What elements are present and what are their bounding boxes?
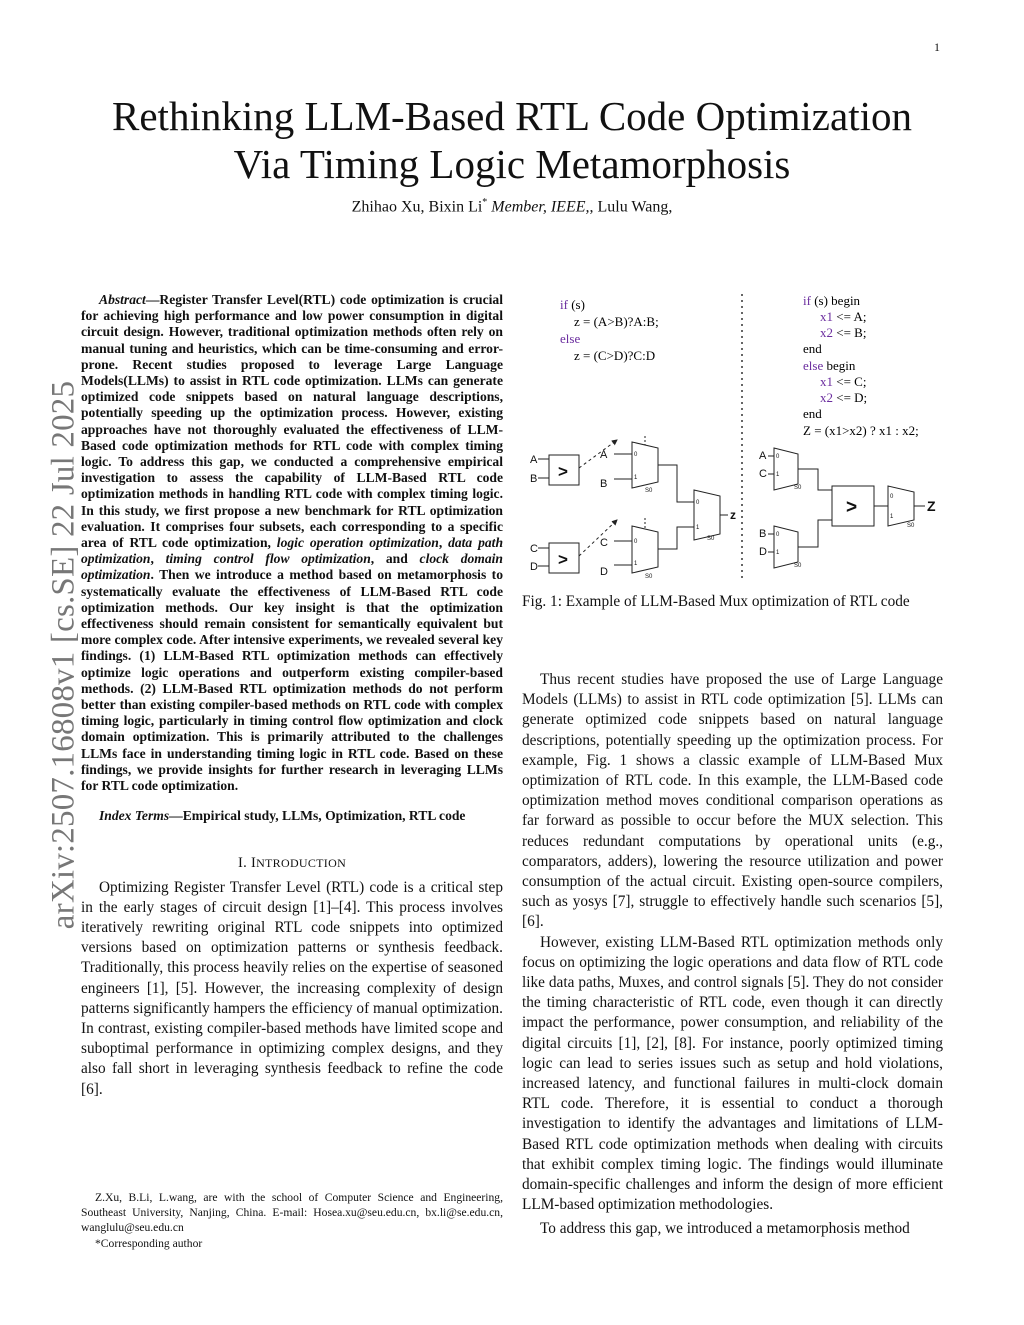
abstract-dash: —: [145, 292, 160, 307]
code-line: z = (A>B)?A:B;: [574, 314, 659, 329]
code-line: [560, 297, 585, 312]
code-before: [560, 297, 659, 363]
figure-caption: Fig. 1: Example of LLM-Based Mux optimization of RTL code: [522, 593, 910, 610]
author-names: Zhihao Xu, Bixin Li: [351, 198, 483, 216]
abstract-sep-3: , and: [370, 551, 420, 567]
code-line: end: [803, 341, 822, 356]
footnote-corresponding: *Corresponding author: [95, 1236, 203, 1250]
mux-input-label: B: [600, 478, 608, 490]
input-label-a: A: [530, 454, 538, 466]
section-number: I.: [237, 854, 251, 871]
mux-select-label: S0: [645, 574, 653, 580]
input-label-a: A: [759, 450, 767, 462]
author-names-tail: , Lulu Wang,: [589, 198, 673, 216]
code-text: (s) begin: [810, 293, 861, 308]
right-paragraph-2: However, existing LLM-Based RTL optimization methods only focus on optimizing the logic operations and data flow of RTL code like data paths, Muxes, and control signals [5]. They do not consider the timing characteristic of RTL code, even though it can directly impact the performance, power consumption, and reliability of the digital circuits [1], [2], [8]. For instance, poorly optimized timing logic can lead to series issues such as setup and hold violations, increased latency, and functional failures in multi-clock domain RTL code. Therefore, it is essential to conduct a thorough investigation to identify the advantages and limitations of LLM-Based RTL code optimization methods when dealing with circuits that exhibit complex timing logic. The findings would illuminate domain-specific challenges and inform the design of more efficient LLM-based optimization methodologies.: [522, 933, 943, 1214]
section-title-rest: NTRODUCTION: [256, 855, 347, 870]
mux-port-1: 1: [634, 561, 638, 567]
code-line: [820, 390, 867, 405]
mux-shape: [694, 490, 720, 540]
output-label-z: Z: [927, 498, 936, 514]
input-label-b: B: [759, 528, 767, 540]
comparator-symbol: >: [846, 497, 858, 518]
code-text: <= C;: [833, 374, 867, 389]
mux-shape: [632, 442, 658, 488]
code-text: <= B;: [833, 325, 867, 340]
abstract-text-1: Register Transfer Level(RTL) code optimization is crucial for achieving high performance and low power consumption in digital circuit design. However, traditional optimization methods often rely on manual tuning and heuristics, which can be time-consuming and error-prone. Recent studies proposed to leverage Large Language Models(LLMs) to assist in RTL code optimization. LLMs can generate optimized code snippets based on natural language descriptions, potentially speeding up the optimization process. However, existing approaches have not thoroughly evaluated the effectiveness of LLM-Based code optimization methods for RTL code with complex timing logic. To address this gap, we conducted a comprehensive empirical investigation to assess the capability of LLM-Based RTL code optimization methods in handling RTL code with complex timing logic. In this study, we first propose a new benchmark for RTL optimization evaluation. It comprises four subsets, each corresponding to a specific area of RTL code optimization,: [81, 292, 503, 551]
mux-select-label: S0: [794, 485, 802, 491]
comparator-symbol: >: [558, 462, 568, 481]
intro-paragraph: Optimizing Register Transfer Level (RTL) code is a critical step in the early stages of circuit design [1]–[4]. This process involves iteratively rewriting original RTL code snippets into optimized versions based on optimization patterns or synthesis feedback. Traditionally, this process heavily relies on the expertise of seasoned engineers [1], [5]. However, the increasing complexity of design patterns significantly hampers the efficiency of manual optimization. In contrast, existing compiler-based methods have limited scope and suboptimal performance in optimizing complex designs, and they also fall short in leveraging synthesis feedback to refine the code [6].: [81, 878, 503, 1098]
mux-select-label: S0: [645, 488, 653, 494]
circuit-after: [759, 448, 936, 569]
mux-select-label: S0: [794, 563, 802, 569]
code-text: <= D;: [833, 390, 868, 405]
mux-port-1: 1: [696, 525, 700, 531]
code-line: [820, 374, 866, 389]
left-column: [81, 292, 503, 1100]
output-label-z: z: [730, 508, 736, 522]
reg-x2: x2: [820, 390, 833, 405]
select-arrow: [579, 520, 617, 556]
mux-port-1: 1: [890, 514, 894, 520]
code-line: [820, 309, 866, 324]
paper-title: [60, 92, 964, 188]
mux-port-0: 0: [696, 500, 700, 506]
reg-x2: x2: [820, 325, 833, 340]
code-line: [803, 293, 861, 308]
mux-input-label: A: [600, 449, 608, 461]
footnote-affiliation: Z.Xu, B.Li, L.wang, are with the school of Computer Science and Engineering, Southeast University, Nanjing, China. E-mail: Hosea.xu@seu.edu.cn, bx.li@se.edu.cn, wanglulu@seu.edu.cn: [81, 1191, 503, 1235]
mux-port-0: 0: [634, 452, 638, 458]
abstract-sep-2: ,: [150, 551, 166, 567]
code-line: [820, 325, 866, 340]
input-label-c: C: [530, 543, 538, 555]
code-text: (s): [567, 297, 585, 312]
title-line-2: Via Timing Logic Metamorphosis: [233, 141, 791, 187]
circuit-before: [530, 436, 736, 580]
abstract: [81, 292, 503, 794]
code-line: end: [803, 406, 822, 421]
mux-shape: [888, 486, 914, 526]
keyword-if: if: [560, 297, 568, 312]
keyword-if: if: [803, 293, 811, 308]
arxiv-stamp: arXiv:2507.16808v1 [cs.SE] 22 Jul 2025: [45, 380, 82, 930]
right-paragraph-1: Thus recent studies have proposed the use of Large Language Models (LLMs) to assist in RTL code optimization [5]. LLMs can generate optimized code snippets based on natural language descriptions, potentially speeding up the optimization process. For example, Fig. 1 shows a classic example of LLM-Based Mux optimization of RTL code. In this example, the LLM-Based code optimization method moves conditional comparison operations as far forward as possible to occur before the MUX selection. This reduces redundant computations by operational units (e.g., comparators, adders), lowering the resource utilization and power consumption of the actual circuit. Existing open-source compilers, such as yosys [7], struggle to effectively handle such scenarios [5], [6].: [522, 671, 943, 931]
footnote: [81, 1190, 503, 1251]
mux-port-0: 0: [890, 494, 894, 500]
abstract-text-2: . Then we introduce a method based on metamorphosis to systematically evaluate the effectiveness of LLM-Based RTL code optimization methods. Our key insight is that the optimization effectiveness should remain consistent for semantically equivalent but more complex code. After intensive experiments, we revealed several key findings. (1) LLM-Based RTL optimization methods can effectively optimize logic operations and outperform existing compiler-based methods. (2) LLM-Based RTL optimization methods do not perform better than existing compiler-based methods on RTL code with complex timing logic, particularly in timing control flow optimization and clock domain optimization. This is primarily attributed to the challenges LLMs face in understanding timing logic in RTL code. Based on these findings, we provide insights for further research in leveraging LLMs for RTL code optimization.: [81, 567, 503, 794]
reg-x1: x1: [820, 309, 833, 324]
mux-optimization-diagram: [522, 290, 943, 588]
author-role: Member, IEEE,: [491, 198, 590, 216]
index-terms-text: —Empirical study, LLMs, Optimization, RTL code: [169, 808, 466, 824]
abstract-sep-1: ,: [438, 535, 449, 551]
abstract-italic-2: data path optimization: [81, 535, 504, 567]
code-line: [803, 358, 856, 373]
select-arrow: [579, 440, 617, 468]
comparator-symbol: >: [558, 550, 568, 569]
mux-port-1: 1: [634, 475, 638, 481]
code-text: <= A;: [833, 309, 867, 324]
author-line: [60, 197, 964, 216]
input-label-d: D: [759, 546, 767, 558]
input-label-d: D: [530, 561, 538, 573]
mux-port-1: 1: [776, 472, 780, 478]
section-first-letter: I: [250, 854, 257, 871]
input-label-b: B: [530, 473, 538, 485]
mux-select-label: S0: [907, 523, 915, 529]
code-line: Z = (x1>x2) ? x1 : x2;: [803, 423, 919, 438]
abstract-italic-3: timing control flow optimization: [165, 551, 371, 567]
mux-select-label: S0: [707, 536, 715, 542]
mux-port-0: 0: [776, 532, 780, 538]
code-line: else: [560, 331, 581, 346]
input-label-c: C: [759, 468, 767, 480]
title-line-1: Rethinking LLM-Based RTL Code Optimization: [112, 93, 912, 139]
code-after: [803, 293, 919, 438]
mux-port-0: 0: [634, 539, 638, 545]
mux-port-0: 0: [776, 454, 780, 460]
page-number: 1: [934, 40, 940, 54]
reg-x1: x1: [820, 374, 833, 389]
mux-input-label: D: [600, 566, 608, 578]
index-terms-label: Index Terms: [99, 808, 170, 824]
right-column-text: [522, 670, 943, 1240]
section-heading: [81, 855, 503, 872]
index-terms: [81, 808, 503, 824]
corresponding-star: *: [482, 197, 488, 208]
abstract-italic-1: logic operation optimization: [276, 535, 439, 551]
abstract-italic-4: clock domain optimization: [81, 551, 503, 583]
code-text: begin: [823, 358, 856, 373]
figure-1: [522, 290, 943, 588]
mux-port-1: 1: [776, 550, 780, 556]
right-paragraph-3: To address this gap, we introduced a metamorphosis method: [540, 1220, 910, 1238]
abstract-label: Abstract: [99, 292, 146, 307]
keyword-else: else: [803, 358, 824, 373]
mux-input-label: C: [600, 537, 608, 549]
code-line: z = (C>D)?C:D: [574, 348, 656, 363]
